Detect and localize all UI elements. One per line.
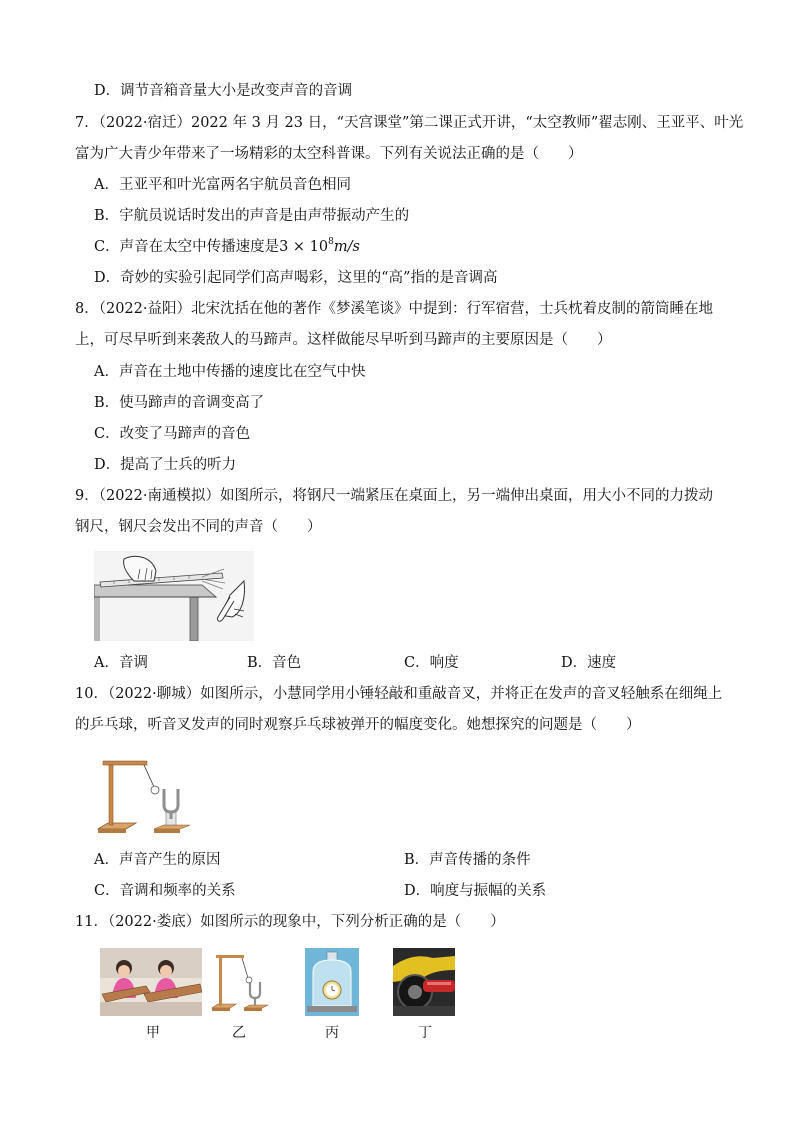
- small-tuning-fork-figure: [210, 948, 268, 1016]
- q9-option-b: B．音色: [247, 655, 302, 671]
- q7-option-c-text: C．声音在太空中传播速度是: [94, 239, 280, 255]
- q7-speed-unit: m/s: [333, 239, 360, 255]
- q7-stem-line1: 7．（2022·宿迁）2022 年 3 月 23 日，“天宫课堂”第二课正式开讲，“太空教师”翟志刚、王亚平、叶光: [75, 115, 744, 131]
- q7-option-a: A．王亚平和叶光富两名宇航员音色相同: [94, 177, 351, 193]
- q8-option-c: C．改变了马蹄声的音色: [94, 426, 251, 442]
- q9-stem-line2: 钢尺，钢尺会发出不同的声音（ ）: [75, 519, 322, 535]
- q7-option-c: [94, 237, 360, 257]
- q8-stem-line2: 上，可尽早听到来袭敌人的马蹄声。这样做能尽早听到马蹄声的主要原因是（ ）: [75, 332, 612, 348]
- q6-option-d: D．调节音箱音量大小是改变声音的音调: [94, 83, 353, 99]
- q8-option-b: B．使马蹄声的音调变高了: [94, 395, 265, 411]
- q10-option-d: D．响度与振幅的关系: [404, 883, 547, 899]
- q7-option-b: B．宇航员说话时发出的声音是由声带振动产生的: [94, 208, 410, 224]
- q8-stem-line1: 8．（2022·益阳）北宋沈括在他的著作《梦溪笔谈》中提到：行军宿营，士兵枕着皮制的箭筒睡在地: [75, 301, 713, 317]
- figure-caption-bing: 丙: [325, 1025, 339, 1041]
- q7-option-d: D．奇妙的实验引起同学们高声喝彩，这里的“高”指的是音调高: [94, 270, 498, 286]
- q9-option-d: D．速度: [561, 655, 617, 671]
- q7-speed-exponent: 8: [328, 237, 334, 247]
- q9-stem-line1: 9．（2022·南通模拟）如图所示，将钢尺一端紧压在桌面上，另一端伸出桌面，用大小不同的力拨动: [75, 488, 713, 504]
- guzheng-players-photo: [100, 948, 202, 1016]
- figure-caption-jia: 甲: [146, 1025, 160, 1041]
- bell-jar-alarm-photo: [305, 948, 359, 1016]
- q9-option-c: C．响度: [404, 655, 459, 671]
- q7-speed-coefficient: 3 × 10: [279, 239, 329, 255]
- figure-caption-yi: 乙: [232, 1025, 246, 1041]
- q8-option-d: D．提高了士兵的听力: [94, 457, 237, 473]
- q7-speed-formula: [279, 239, 360, 255]
- tuning-fork-pingpong-figure: [94, 749, 190, 839]
- q10-option-b: B．声音传播的条件: [404, 852, 531, 868]
- q9-option-a: A．音调: [94, 655, 148, 671]
- motorcycle-muffler-photo: [393, 948, 455, 1016]
- q10-option-c: C．音调和频率的关系: [94, 883, 236, 899]
- ruler-on-table-figure: [94, 551, 254, 641]
- q8-option-a: A．声音在土地中传播的速度比在空气中快: [94, 364, 366, 380]
- q10-stem-line1: 10．（2022·聊城）如图所示，小慧同学用小锤轻敲和重敲音叉，并将正在发声的音叉轻触系在细绳上: [75, 686, 723, 702]
- figure-caption-ding: 丁: [418, 1025, 432, 1041]
- q7-stem-line2: 富为广大青少年带来了一场精彩的太空科普课。下列有关说法正确的是（ ）: [75, 146, 583, 162]
- q10-stem-line2: 的乒乓球，听音叉发声的同时观察乒乓球被弹开的幅度变化。她想探究的问题是（ ）: [75, 717, 641, 733]
- q10-option-a: A．声音产生的原因: [94, 852, 221, 868]
- q11-stem-line1: 11．（2022·娄底）如图所示的现象中，下列分析正确的是（ ）: [75, 914, 505, 930]
